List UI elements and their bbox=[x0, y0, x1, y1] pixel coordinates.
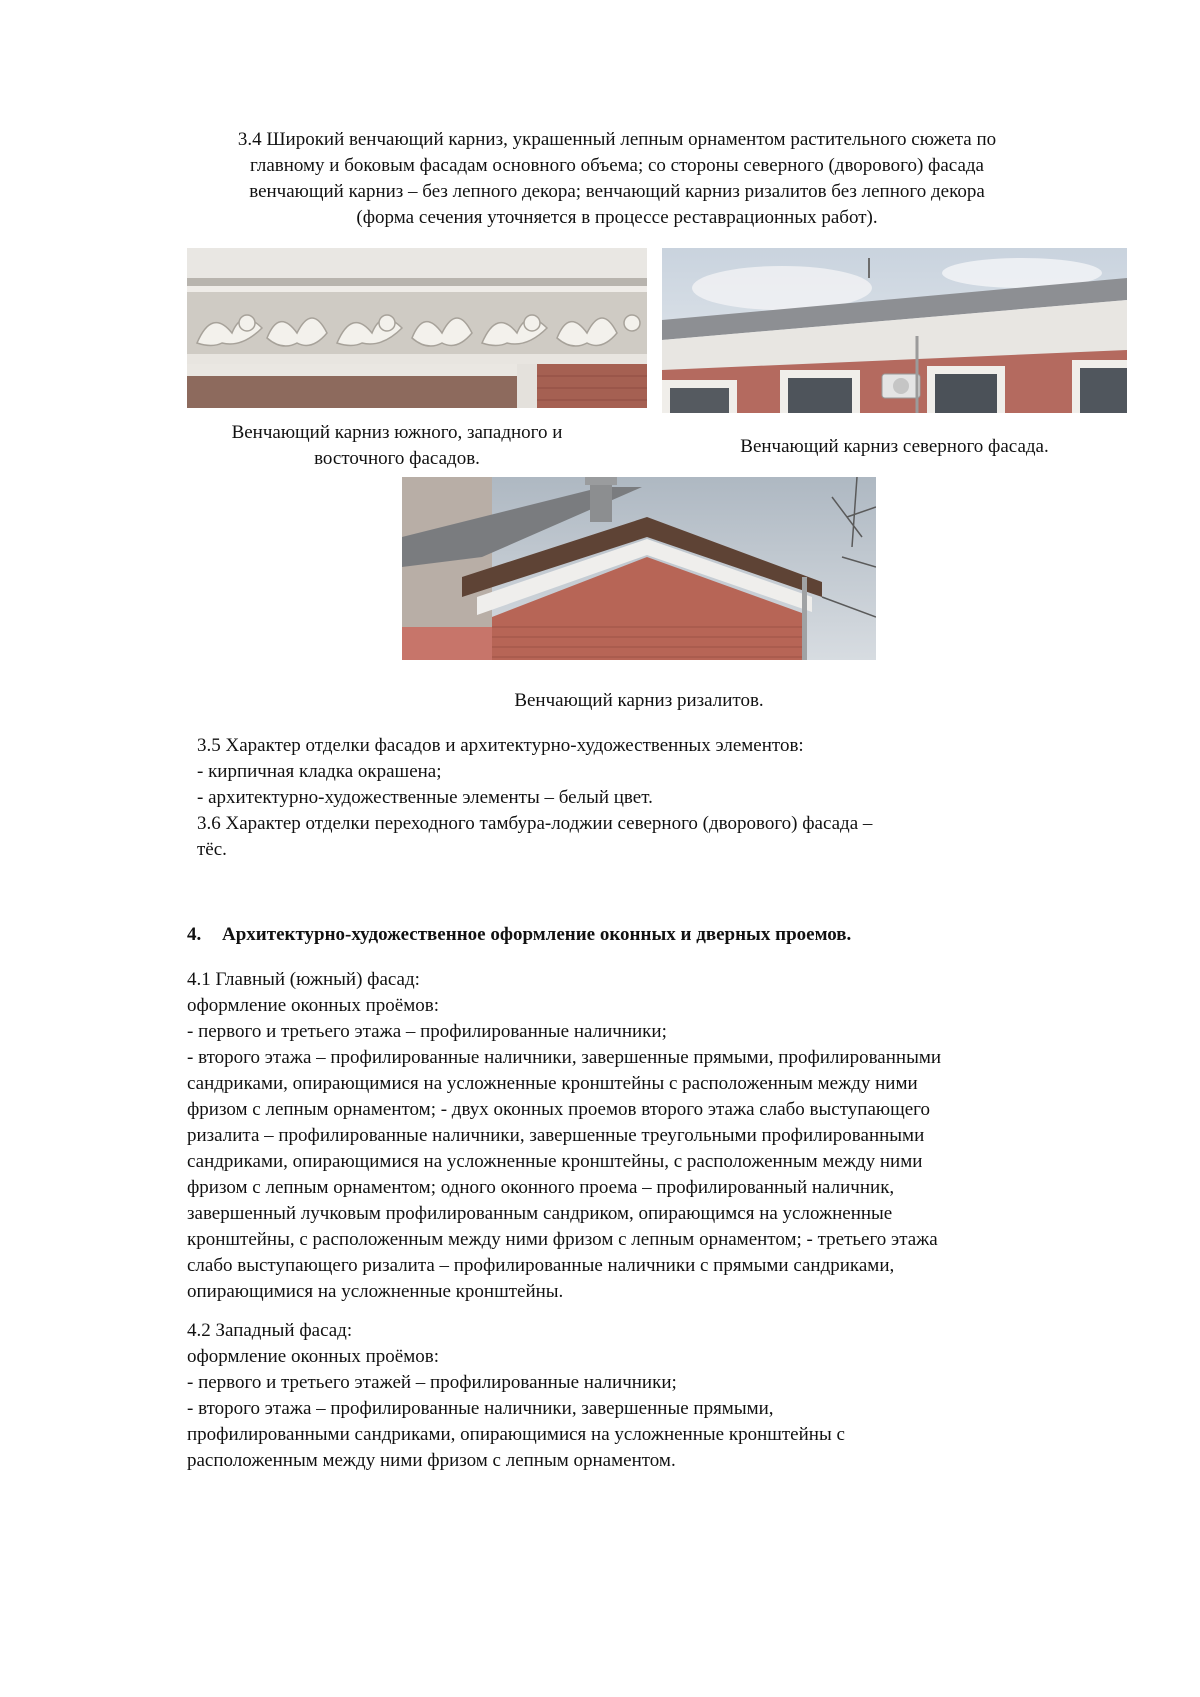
text-line: - первого и третьего этажа – профилированные наличники; bbox=[187, 1021, 667, 1042]
text-line: фризом с лепным орнаментом; - двух оконных проемов второго этажа слабо выступающего bbox=[187, 1099, 930, 1120]
caption-line: Венчающий карниз южного, западного и bbox=[231, 422, 563, 443]
text-line: фризом с лепным орнаментом; одного оконного проема – профилированный наличник, bbox=[187, 1177, 895, 1198]
section-3-4-paragraph bbox=[150, 127, 1084, 231]
text-line: завершенный лучковым профилированным сандриком, опирающимся на усложненные bbox=[187, 1203, 893, 1224]
text-line: тёс. bbox=[197, 839, 227, 860]
photo-cornice-north bbox=[662, 248, 1127, 413]
caption-line: восточного фасадов. bbox=[314, 448, 480, 469]
text-line: оформление оконных проёмов: bbox=[187, 1346, 439, 1367]
text-line: 3.6 Характер отделки переходного тамбура-лоджии северного (дворового) фасада – bbox=[197, 813, 873, 834]
section-4-1 bbox=[187, 967, 1137, 1305]
section-4-heading bbox=[187, 922, 1137, 948]
text-line: профилированными сандриками, опирающимися на усложненные кронштейны с bbox=[187, 1424, 845, 1445]
caption-line: Венчающий карниз ризалитов. bbox=[514, 690, 764, 711]
text-line: расположенным между ними фризом с лепным орнаментом. bbox=[187, 1450, 676, 1471]
text-line: 4.2 Западный фасад: bbox=[187, 1320, 353, 1341]
text-line: 4.1 Главный (южный) фасад: bbox=[187, 969, 420, 990]
section-3-5-list bbox=[197, 733, 1097, 863]
text-line: - второго этажа – профилированные наличники, завершенные прямыми, bbox=[187, 1398, 774, 1419]
text-line: - первого и третьего этажей – профилированные наличники; bbox=[187, 1372, 677, 1393]
text-line: - второго этажа – профилированные наличники, завершенные прямыми, профилированными bbox=[187, 1047, 942, 1068]
text-line: 3.5 Характер отделки фасадов и архитектурно-художественных элементов: bbox=[197, 735, 804, 756]
text-line: венчающий карниз – без лепного декора; венчающий карниз ризалитов без лепного декора bbox=[249, 181, 985, 202]
text-line: слабо выступающего ризалита – профилированные наличники с прямыми сандриками, bbox=[187, 1255, 895, 1276]
text-line: 3.4 Широкий венчающий карниз, украшенный лепным орнаментом растительного сюжета по bbox=[237, 129, 997, 150]
heading-number: 4. bbox=[187, 924, 202, 945]
caption-south-cornice bbox=[187, 420, 607, 472]
caption-risalit-cornice bbox=[402, 688, 876, 714]
text-line: - кирпичная кладка окрашена; bbox=[197, 761, 442, 782]
heading-text: Архитектурно-художественное оформление оконных и дверных проемов. bbox=[222, 924, 852, 945]
text-line: сандриками, опирающимися на усложненные кронштейны с расположенным между ними bbox=[187, 1073, 918, 1094]
photo-cornice-risalit bbox=[402, 477, 876, 660]
text-line: сандриками, опирающимися на усложненные кронштейны, с расположенным между ними bbox=[187, 1151, 923, 1172]
text-line: опирающимися на усложненные кронштейны. bbox=[187, 1281, 564, 1302]
caption-line: Венчающий карниз северного фасада. bbox=[740, 436, 1049, 457]
text-line: - архитектурно-художественные элементы – белый цвет. bbox=[197, 787, 653, 808]
caption-north-cornice bbox=[662, 434, 1127, 460]
text-line: главному и боковым фасадам основного объема; со стороны северного (дворового) фасада bbox=[250, 155, 984, 176]
text-line: оформление оконных проёмов: bbox=[187, 995, 439, 1016]
section-4-2 bbox=[187, 1318, 1137, 1474]
photo-cornice-south bbox=[187, 248, 647, 408]
text-line: ризалита – профилированные наличники, завершенные треугольными профилированными bbox=[187, 1125, 925, 1146]
text-line: (форма сечения уточняется в процессе реставрационных работ). bbox=[356, 207, 878, 228]
text-line: кронштейны, с расположенным между ними фризом с лепным орнаментом; - третьего этажа bbox=[187, 1229, 938, 1250]
